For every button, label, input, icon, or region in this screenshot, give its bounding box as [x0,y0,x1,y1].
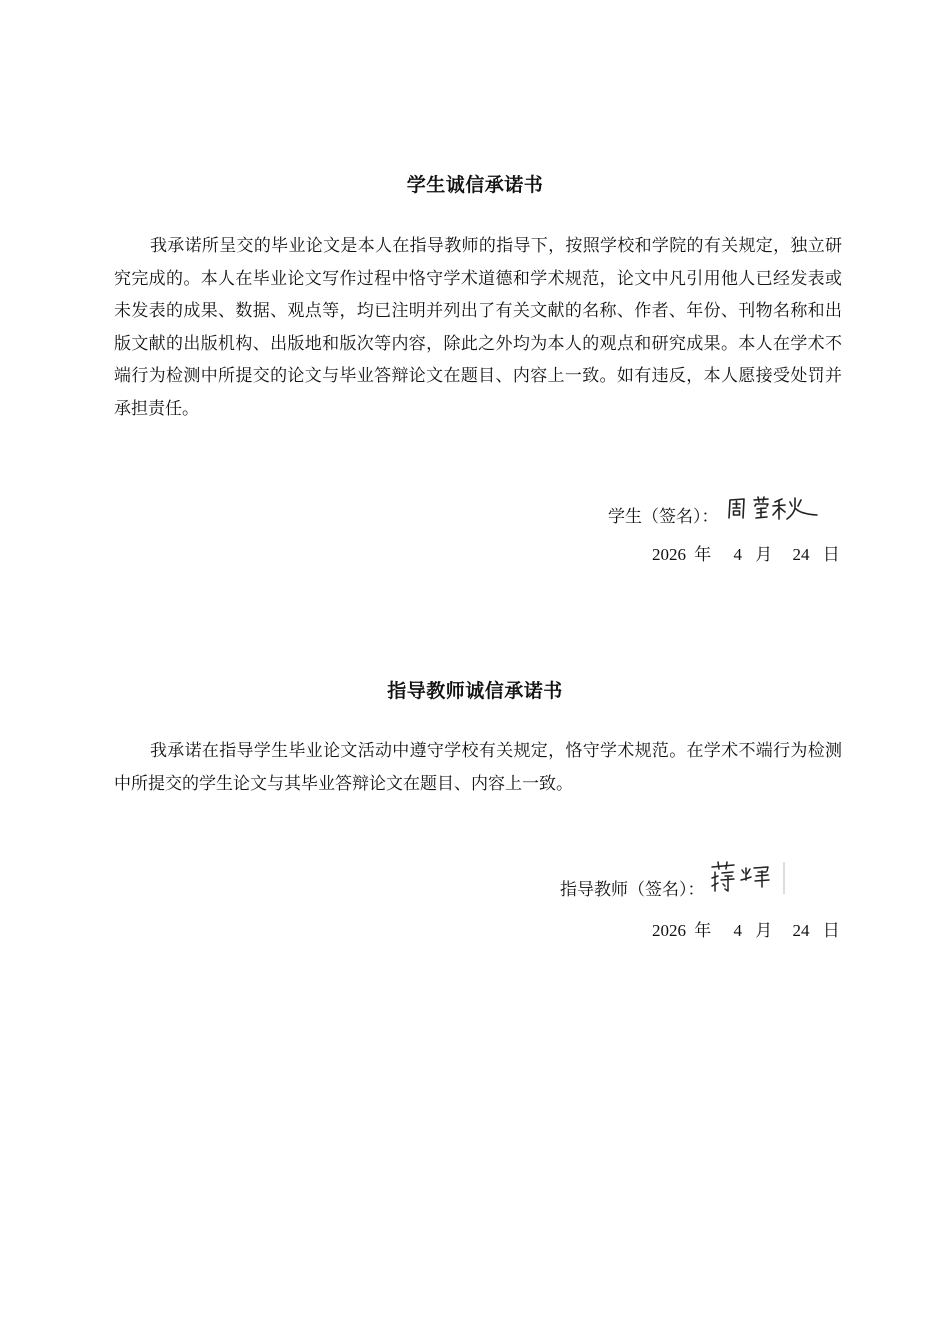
teacher-pledge-paragraph: 我承诺在指导学生毕业论文活动中遵守学校有关规定，恪守学术规范。在学术不端行为检测中所提交的学生论文与其毕业答辩论文在题目、内容上一致。 [114,741,842,794]
teacher-date-day: 24 [792,921,810,940]
student-date-day-unit: 日 [822,545,840,564]
student-signature-row [608,500,824,529]
student-handwritten-signature [724,500,824,529]
teacher-date [652,916,840,941]
student-date-month-unit: 月 [755,545,773,564]
teacher-signature-row [560,874,790,901]
student-pledge-paragraph: 我承诺所呈交的毕业论文是本人在指导教师的指导下，按照学校和学院的有关规定，独立研究完成的。本人在毕业论文写作过程中恪守学术道德和学术规范，论文中凡引用他人已经发表或未发表的成果、数据、观点等，均已注明并列出了有关文献的名称、作者、年份、刊物名称和出版文献的出版机构、出版地和版次等内容，除此之外均为本人的观点和研究成果。本人在学术不端行为检测中所提交的论文与毕业答辩论文在题目、内容上一致。如有违反，本人愿接受处罚并承担责任。 [114,236,842,419]
student-date-year-unit: 年 [694,545,712,564]
student-date-day: 24 [792,545,810,564]
student-date [652,540,840,565]
teacher-signature-label: 指导教师（签名）： [560,880,705,900]
teacher-handwritten-signature [710,874,790,901]
teacher-date-month-unit: 月 [755,921,773,940]
teacher-date-year-unit: 年 [694,921,712,940]
teacher-pledge-title: 指导教师诚信承诺书 [387,680,563,702]
teacher-date-year: 2026 [652,921,686,940]
teacher-date-month: 4 [733,921,742,940]
student-signature-label: 学生（签名）： [608,507,719,527]
student-date-year: 2026 [652,545,686,564]
student-pledge-title: 学生诚信承诺书 [406,174,544,196]
teacher-date-day-unit: 日 [822,921,840,940]
student-date-month: 4 [733,545,742,564]
